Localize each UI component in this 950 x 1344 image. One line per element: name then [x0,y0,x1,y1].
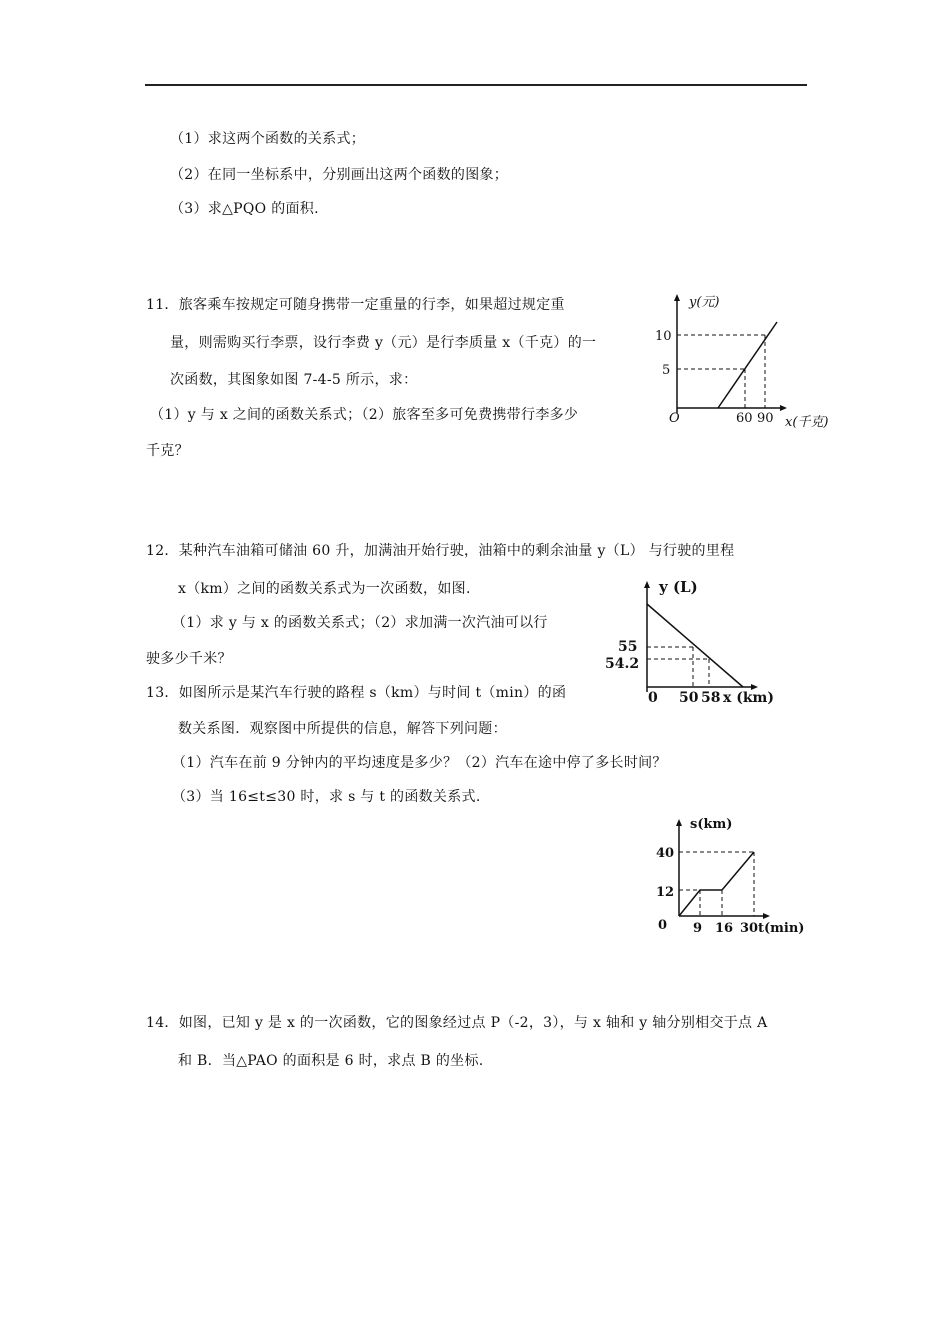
q11-line1: 11．旅客乘车按规定可随身携带一定重量的行李，如果超过规定重 [146,297,565,313]
q12-line1: 12．某种汽车油箱可储油 60 升，加满油开始行驶，油箱中的剩余油量 y（L） 与行驶的里程 [146,543,735,559]
y-axis-label: s(km) [690,817,733,832]
x-tick-9: 9 [693,921,703,936]
q13-line3: （1）汽车在前 9 分钟内的平均速度是多少？（2）汽车在途中停了多长时间？ [172,755,667,771]
x-tick-58: 58 [701,690,721,706]
y-axis-arrow [676,819,682,826]
q13-line1: 13．如图所示是某汽车行驶的路程 s（km）与时间 t（min）的函 [146,685,567,701]
origin-label: O [669,411,680,426]
x-axis-label: x (km) [723,690,774,706]
q11-line2: 量，则需购买行李票，设行李费 y（元）是行李质量 x（千克）的一 [170,335,597,351]
q12-line4: 驶多少千米？ [146,651,232,667]
y-tick-10: 10 [655,329,672,344]
x-axis-arrow [780,405,787,411]
x-tick-16: 16 [715,921,734,936]
x-tick-50: 50 [679,690,699,706]
q12-line3: （1）求 y 与 x 的函数关系式；（2）求加满一次汽油可以行 [172,615,548,631]
q10-part2: （2）在同一坐标系中，分别画出这两个函数的图象； [170,167,509,183]
chart-distance-time [652,812,812,938]
q11-line3: 次函数，其图象如图 7-4-5 所示，求： [170,372,418,388]
x-axis-arrow [763,913,770,919]
q14-line2: 和 B．当△PAO 的面积是 6 时，求点 B 的坐标. [178,1053,484,1069]
chart-fuel-remaining [605,576,785,712]
y-axis-label: y (L) [659,578,698,596]
y-tick-55: 55 [618,639,638,655]
origin-label: 0 [658,918,668,933]
x-tick-60: 60 [736,411,753,426]
x-tick-90: 90 [757,411,774,426]
q11-line4: （1）y 与 x 之间的函数关系式；（2）旅客至多可免费携带行李多少 [150,407,579,423]
x-tick-30: 30 [740,921,759,936]
origin-label: 0 [648,690,658,706]
x-axis-label: t(min) [758,921,805,936]
fuel-line [647,604,743,687]
q14-line1: 14．如图，已知 y 是 x 的一次函数，它的图象经过点 P（-2，3），与 x 轴和 y 轴分别相交于点 A [146,1015,768,1031]
header-rule [145,84,807,86]
y-axis-label: y(元) [689,295,720,310]
q11-line5: 千克？ [146,443,189,459]
y-axis-arrow [644,581,650,588]
y-axis-arrow [674,294,680,301]
y-tick-12: 12 [656,885,675,900]
y-tick-54.2: 54.2 [605,656,640,672]
distance-line [679,852,754,916]
q10-part1: （1）求这两个函数的关系式； [170,131,366,147]
q13-line4: （3）当 16≤t≤30 时，求 s 与 t 的函数关系式. [172,789,481,805]
x-axis-label: x(千克) [785,415,829,430]
q13-line2: 数关系图．观察图中所提供的信息，解答下列问题： [178,721,507,737]
q12-line2: x（km）之间的函数关系式为一次函数，如图. [178,581,471,597]
chart-luggage-fee [655,290,845,432]
q10-part3: （3）求△PQO 的面积. [170,201,319,217]
y-tick-40: 40 [656,846,675,861]
y-tick-5: 5 [662,363,671,378]
